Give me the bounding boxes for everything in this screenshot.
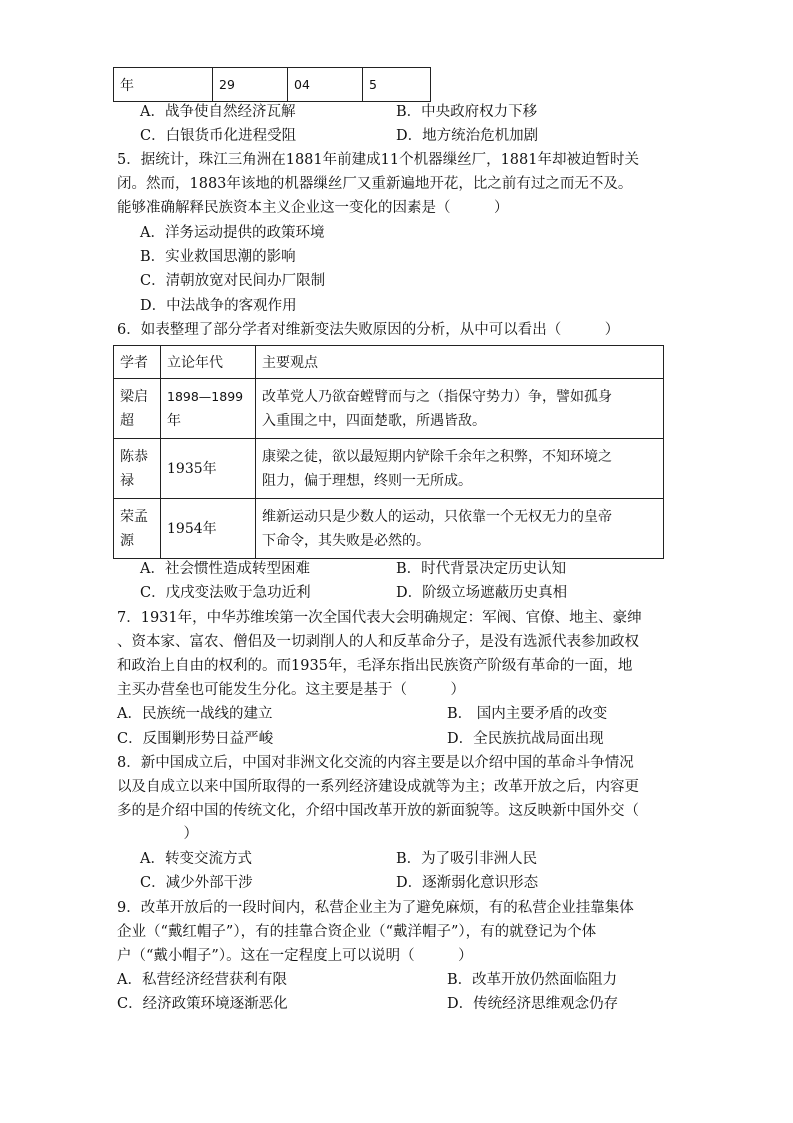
top-table [113,67,431,102]
q4-option-a[interactable]: A．战争使自然经济瓦解 [140,104,296,120]
q4-option-c[interactable]: C．白银货币化进程受阻 [140,128,297,144]
q5-stem-line: 能够准确解释民族资本主义企业这一变化的因素是（ ） [117,200,509,216]
q7-option-b[interactable]: B． 国内主要矛盾的改变 [447,706,608,722]
q6-cell-scholar: 梁启 超 [114,379,161,439]
q5-option-d[interactable]: D．中法战争的客观作用 [140,298,297,314]
q6-cell-view: 改革党人乃欲奋螳臂而与之（指保守势力）争，譬如孤身 入重围之中，四面楚歌，所遇皆敌。 [256,379,664,439]
q6-cell-year: 1898—1899 年 [161,379,256,439]
q9-option-a[interactable]: A．私营经济经营获利有限 [117,972,287,988]
q6-option-c[interactable]: C．戊戌变法败于急功近利 [140,585,311,601]
q5-stem-line: 5．据统计，珠江三角洲在1881年前建成11个机器缫丝厂，1881年却被迫暂时关 [117,152,639,168]
q8-option-d[interactable]: D．逐渐弱化意识形态 [396,875,539,891]
q7-option-a[interactable]: A．民族统一战线的建立 [117,706,273,722]
top-table-cell: 29 [213,68,288,102]
q7-stem-line: 7．1931年，中华苏维埃第一次全国代表大会明确规定：军阀、官僚、地主、豪绅 [117,610,642,626]
q8-option-a[interactable]: A．转变交流方式 [140,851,252,867]
q6-header-view: 主要观点 [256,346,664,379]
q6-stem: 6．如表整理了部分学者对维新变法失败原因的分析，从中可以看出（ ） [117,322,620,338]
q6-cell-view: 康梁之徒，欲以最短期内铲除千余年之积弊，不知环境之 阻力，偏于理想，终则一无所成。 [256,439,664,499]
q8-stem-line: ） [140,826,198,842]
top-table-cell: 04 [288,68,363,102]
q6-cell-scholar: 陈恭 禄 [114,439,161,499]
q9-stem-line: 9．改革开放后的一段时间内，私营企业主为了避免麻烦，有的私营企业挂靠集体 [117,900,634,916]
q4-option-b[interactable]: B．中央政府权力下移 [396,104,538,120]
q8-stem-line: 多的是介绍中国的传统文化，介绍中国改革开放的新面貌等。这反映新中国外交（ [117,803,639,819]
q9-option-d[interactable]: D．传统经济思维观念仍存 [447,996,619,1012]
q5-option-c[interactable]: C．清朝放宽对民间办厂限制 [140,273,326,289]
q8-option-b[interactable]: B．为了吸引非洲人民 [396,851,538,867]
q8-option-c[interactable]: C．减少外部干涉 [140,875,253,891]
q6-cell-year: 1954年 [161,499,256,559]
q7-stem-line: 和政治上自由的权利的。而1935年，毛泽东指出民族资产阶级有革命的一面，地 [117,658,633,674]
q9-stem-line: 户（“戴小帽子”）。这在一定程度上可以说明（ ） [117,948,473,964]
q5-stem-line: 闭。然而，1883年该地的机器缫丝厂又重新遍地开花，比之前有过之而无不及。 [117,176,633,192]
table-row [114,379,664,439]
q9-option-b[interactable]: B．改革开放仍然面临阻力 [447,972,618,988]
q8-stem-line: 8．新中国成立后，中国对非洲文化交流的内容主要是以介绍中国的革命斗争情况 [117,755,634,771]
q6-cell-year: 1935年 [161,439,256,499]
q9-option-c[interactable]: C．经济政策环境逐渐恶化 [117,996,288,1012]
q4-option-d[interactable]: D．地方统治危机加剧 [396,128,539,144]
q6-option-d[interactable]: D．阶级立场遮蔽历史真相 [396,585,568,601]
q5-option-a[interactable]: A．洋务运动提供的政策环境 [140,225,325,241]
top-table-cell: 年 [114,68,213,102]
q6-option-a[interactable]: A．社会惯性造成转型困难 [140,561,310,577]
q5-option-b[interactable]: B．实业救国思潮的影响 [140,249,296,265]
table-row [114,499,664,559]
q6-cell-scholar: 荣孟 源 [114,499,161,559]
q9-stem-line: 企业（“戴红帽子”），有的挂靠合资企业（“戴洋帽子”），有的就登记为个体 [117,924,597,940]
q7-stem-line: 主买办营垒也可能发生分化。这主要是基于（ ） [117,682,465,698]
q7-option-c[interactable]: C．反围剿形势日益严峻 [117,731,274,747]
q6-cell-view: 维新运动只是少数人的运动，只依靠一个无权无力的皇帝 下命令，其失败是必然的。 [256,499,664,559]
q7-stem-line: 、资本家、富农、僧侣及一切剥削人的人和反革命分子，是没有选派代表参加政权 [117,634,639,650]
q6-table [113,345,664,559]
top-table-cell: 5 [363,68,431,102]
q8-stem-line: 以及自成立以来中国所取得的一系列经济建设成就等为主；改革开放之后，内容更 [117,779,639,795]
table-row [114,439,664,499]
q6-header-year: 立论年代 [161,346,256,379]
q7-option-d[interactable]: D．全民族抗战局面出现 [447,731,604,747]
q6-header-scholar: 学者 [114,346,161,379]
q6-option-b[interactable]: B．时代背景决定历史认知 [396,561,567,577]
